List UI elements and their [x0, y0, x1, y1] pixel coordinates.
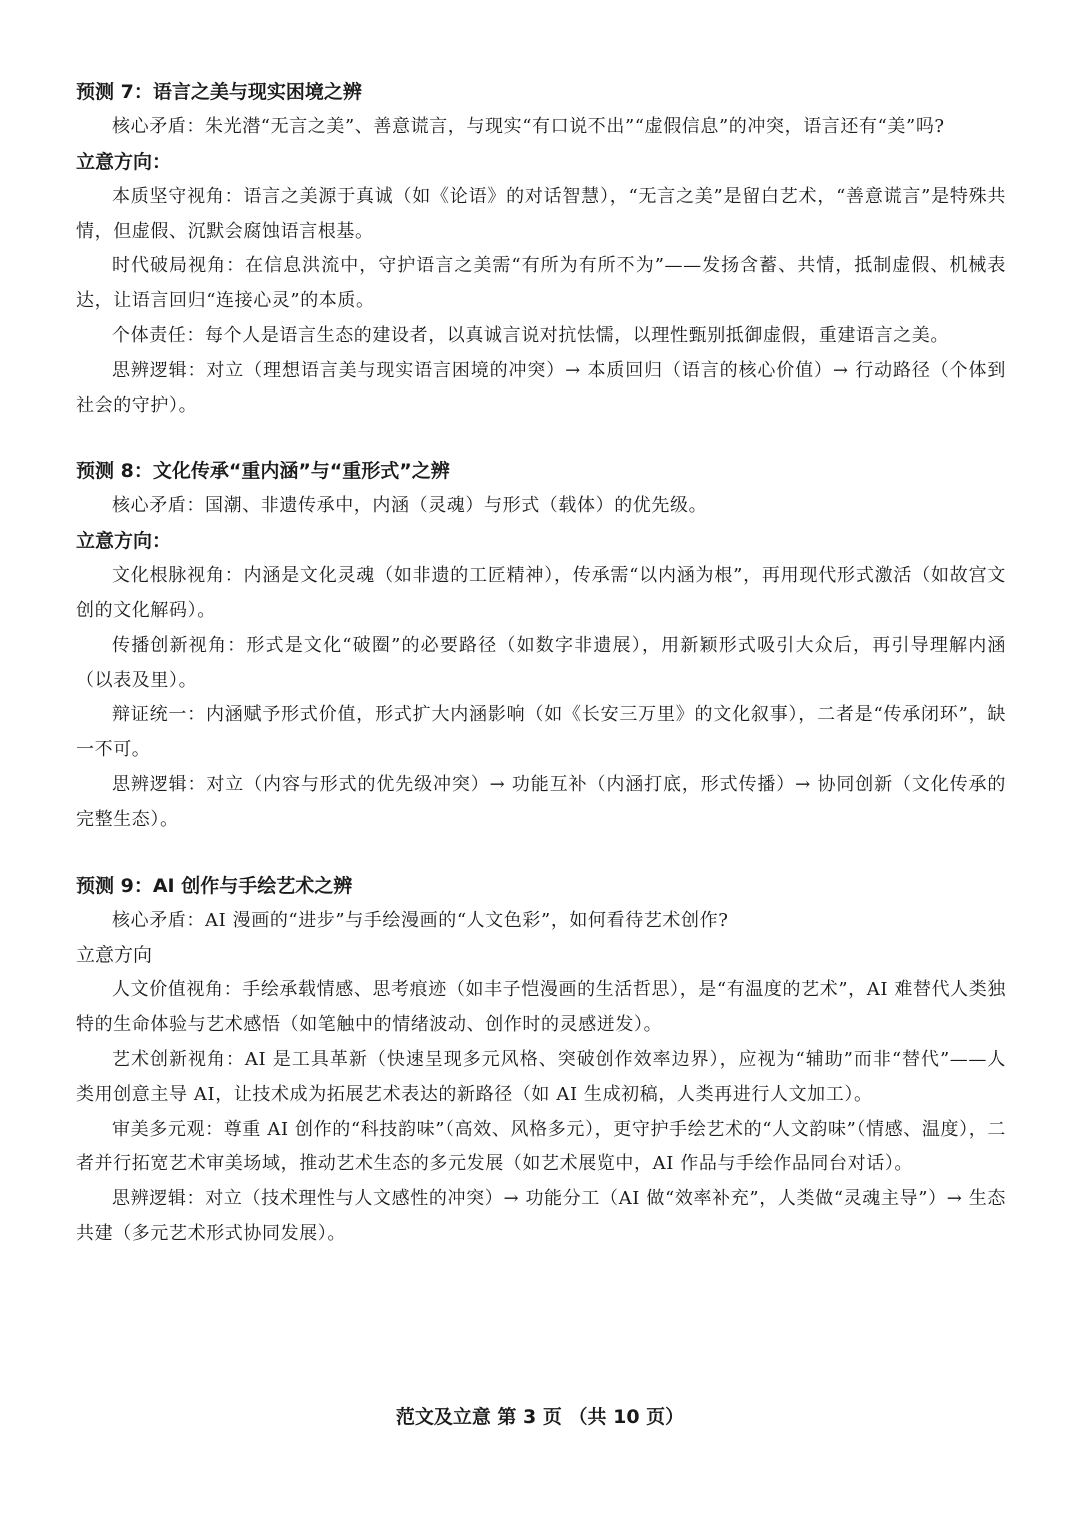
prediction-8-direction-label: 立意方向： [76, 530, 172, 553]
prediction-7-point-4: 思辨逻辑：对立（理想语言美与现实语言困境的冲突）→ 本质回归（语言的核心价值）→ 行动路径（个体到社会的守护）。 [76, 359, 1006, 416]
page-footer: 范文及立意 第 3 页 （共 10 页） [395, 1406, 685, 1428]
prediction-7-point-2: 时代破局视角：在信息洪流中，守护语言之美需“有所为有所不为”——发扬含蓄、共情，抵制虚假、机械表达，让语言回归“连接心灵”的本质。 [76, 255, 1006, 312]
prediction-8-core-conflict: 核心矛盾：国潮、非遗传承中，内涵（灵魂）与形式（载体）的优先级。 [112, 495, 708, 517]
prediction-8-point-3: 辩证统一：内涵赋予形式价值，形式扩大内涵影响（如《长安三万里》的文化叙事），二者是“传承闭环”，缺一不可。 [76, 704, 1006, 761]
prediction-9-core-conflict: 核心矛盾：AI 漫画的“进步”与手绘漫画的“人文色彩”，如何看待艺术创作? [112, 909, 729, 931]
prediction-9-point-4: 思辨逻辑：对立（技术理性与人文感性的冲突）→ 功能分工（AI 做“效率补充”，人类做“灵魂主导”）→ 生态共建（多元艺术形式协同发展）。 [76, 1188, 1006, 1244]
prediction-7-point-3: 个体责任：每个人是语言生态的建设者，以真诚言说对抗怯懦，以理性甄别抵御虚假，重建语言之美。 [112, 324, 949, 346]
prediction-9-section [76, 868, 1006, 1252]
prediction-9-direction-label: 立意方向 [76, 944, 153, 967]
prediction-7-core-conflict: 核心矛盾：朱光潜“无言之美”、善意谎言，与现实“有口说不出”“虚假信息”的冲突，语言还有“美”吗? [112, 116, 945, 137]
prediction-9-point-1: 人文价值视角：手绘承载情感、思考痕迹（如丰子恺漫画的生活哲思），是“有温度的艺术”，AI 难替代人类独特的生命体验与艺术感悟（如笔触中的情绪波动、创作时的灵感迸发）。 [76, 979, 1006, 1036]
prediction-8-heading: 预测 8：文化传承“重内涵”与“重形式”之辨 [76, 460, 450, 483]
prediction-8-point-2: 传播创新视角：形式是文化“破圈”的必要路径（如数字非遗展），用新颖形式吸引大众后，再引导理解内涵（以表及里）。 [76, 634, 1006, 691]
prediction-8-point-1: 文化根脉视角：内涵是文化灵魂（如非遗的工匠精神），传承需“以内涵为根”，再用现代形式激活（如故宫文创的文化解码）。 [76, 565, 1006, 621]
prediction-9-heading: 预测 9：AI 创作与手绘艺术之辨 [76, 874, 353, 897]
prediction-8-section [76, 453, 1006, 837]
prediction-9-point-2: 艺术创新视角：AI 是工具革新（快速呈现多元风格、突破创作效率边界），应视为“辅助”而非“替代”——人类用创意主导 AI，让技术成为拓展艺术表达的新路径（如 AI 生成初稿，人类再进行人文加工）。 [76, 1048, 1006, 1105]
prediction-8-point-4: 思辨逻辑：对立（内容与形式的优先级冲突）→ 功能互补（内涵打底，形式传播）→ 协同创新（文化传承的完整生态）。 [76, 773, 1006, 830]
prediction-7-section [76, 74, 1006, 423]
prediction-7-direction-label: 立意方向： [76, 150, 172, 173]
prediction-7-heading: 预测 7：语言之美与现实困境之辨 [76, 81, 362, 103]
prediction-7-point-1: 本质坚守视角：语言之美源于真诚（如《论语》的对话智慧），“无言之美”是留白艺术，“善意谎言”是特殊共情，但虚假、沉默会腐蚀语言根基。 [76, 185, 1006, 242]
prediction-9-point-3: 审美多元观：尊重 AI 创作的“科技韵味”（高效、风格多元），更守护手绘艺术的“人文韵味”（情感、温度），二者并行拓宽艺术审美场域，推动艺术生态的多元发展（如艺术展览中，AI 作品与手绘作品同台对话）。 [76, 1118, 1006, 1175]
document-body [76, 74, 1006, 1252]
